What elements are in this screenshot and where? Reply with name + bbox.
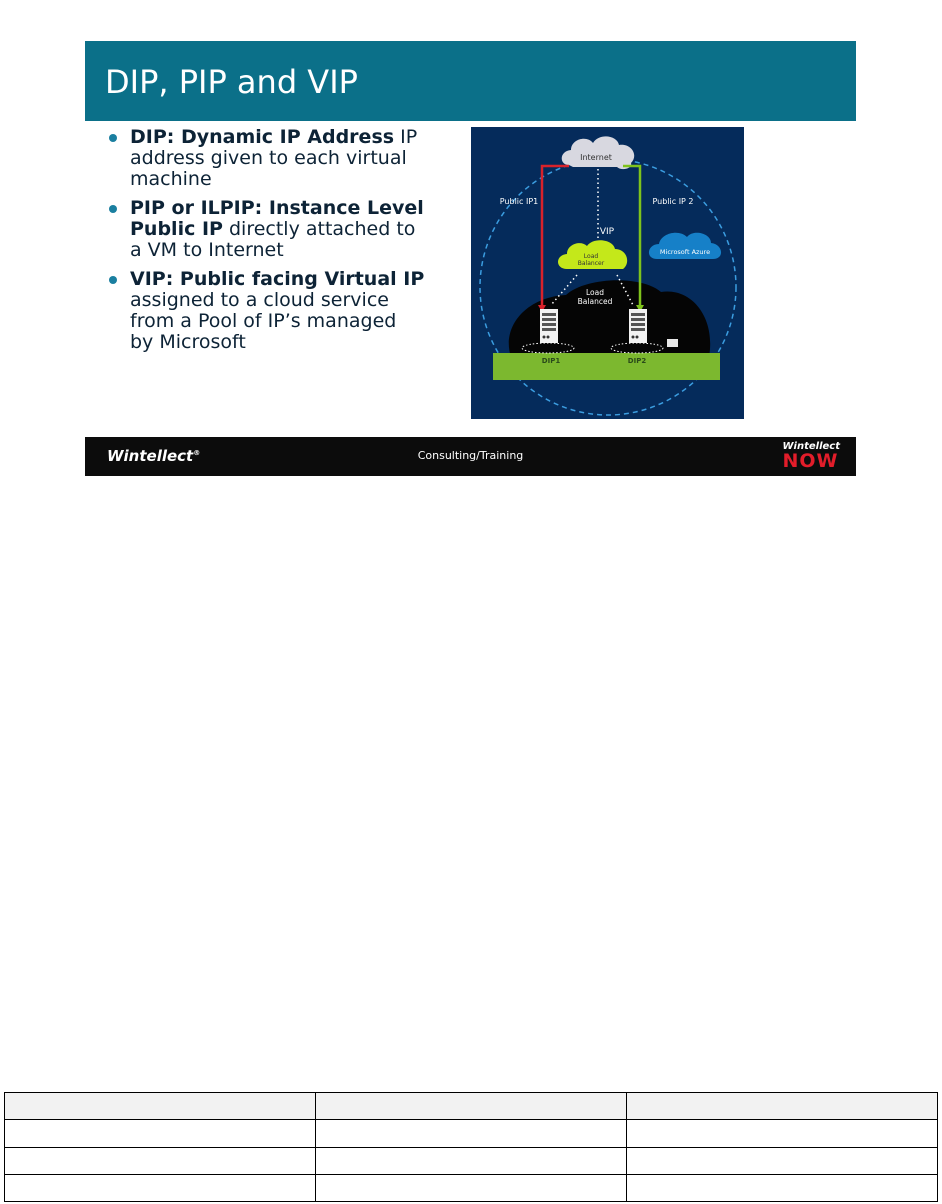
bullet-dip: [105, 127, 425, 190]
public-ip2-label: Public IP 2: [652, 197, 694, 206]
table-row: [5, 1174, 938, 1201]
network-bar: [493, 353, 720, 380]
load-balanced-label-2: Balanced: [577, 297, 613, 306]
bullet-normal: directly attached to a VM to Internet: [130, 218, 416, 261]
now-logo-bottom: NOW: [782, 450, 839, 472]
table-cell: [316, 1120, 627, 1147]
notes-table: [4, 1092, 938, 1202]
table-cell: [316, 1174, 627, 1201]
bullet-normal: IP address given to each virtual machine: [130, 126, 418, 190]
endpoint-box: [667, 339, 678, 347]
table-cell: [627, 1147, 938, 1174]
table-cell: [5, 1174, 316, 1201]
table-cell: [5, 1093, 316, 1120]
footer-tagline: Consulting/Training: [417, 449, 524, 462]
bullet-bold: PIP or ILPIP: Instance Level Public IP: [130, 197, 424, 240]
table-row: [5, 1147, 938, 1174]
public-ip1-line: [542, 166, 569, 305]
bullet-dot-icon: [109, 276, 117, 284]
table-cell: [627, 1093, 938, 1120]
bullet-bold: VIP: Public facing Virtual IP: [130, 268, 425, 290]
cloud-service-region: [509, 280, 710, 357]
internet-label: Internet: [580, 153, 612, 162]
table-row: [5, 1120, 938, 1147]
slide-title: DIP, PIP and VIP: [105, 63, 358, 101]
bullet-dot-icon: [109, 134, 117, 142]
slide: [85, 41, 856, 476]
dip1-label: DIP1: [541, 357, 561, 365]
table-cell: [316, 1093, 627, 1120]
load-balancer-label-1: Load: [583, 253, 599, 260]
table-cell: [5, 1120, 316, 1147]
load-balanced-label-1: Load: [586, 288, 604, 297]
server-icon: [629, 309, 647, 343]
vip-label: VIP: [599, 227, 615, 237]
table-cell: [627, 1174, 938, 1201]
registered-mark: ®: [193, 449, 201, 457]
table-cell: [5, 1147, 316, 1174]
public-ip1-label: Public IP1: [499, 197, 539, 206]
table-cell: [316, 1147, 627, 1174]
bullet-normal: assigned to a cloud service from a Pool of IP’s managed by Microsoft: [130, 289, 397, 353]
load-balancer-label-2: Balancer: [577, 260, 605, 267]
bullet-vip: [105, 269, 425, 353]
bullet-pip: [105, 198, 425, 261]
bullet-list: [105, 127, 425, 361]
bullet-dot-icon: [109, 205, 117, 213]
wintellect-now-logo: [783, 441, 841, 470]
footer-bar: [85, 437, 856, 476]
logo-text: Wintellect: [107, 447, 194, 465]
azure-label: Microsoft Azure: [659, 248, 711, 256]
title-bar: [85, 41, 856, 121]
server-icon: [540, 309, 558, 343]
network-diagram: [471, 127, 744, 419]
dip2-label: DIP2: [627, 357, 647, 365]
table-row: [5, 1093, 938, 1120]
table-cell: [627, 1120, 938, 1147]
now-logo-top: Wintellect: [782, 441, 840, 452]
bullet-bold: DIP: Dynamic IP Address: [130, 126, 395, 148]
